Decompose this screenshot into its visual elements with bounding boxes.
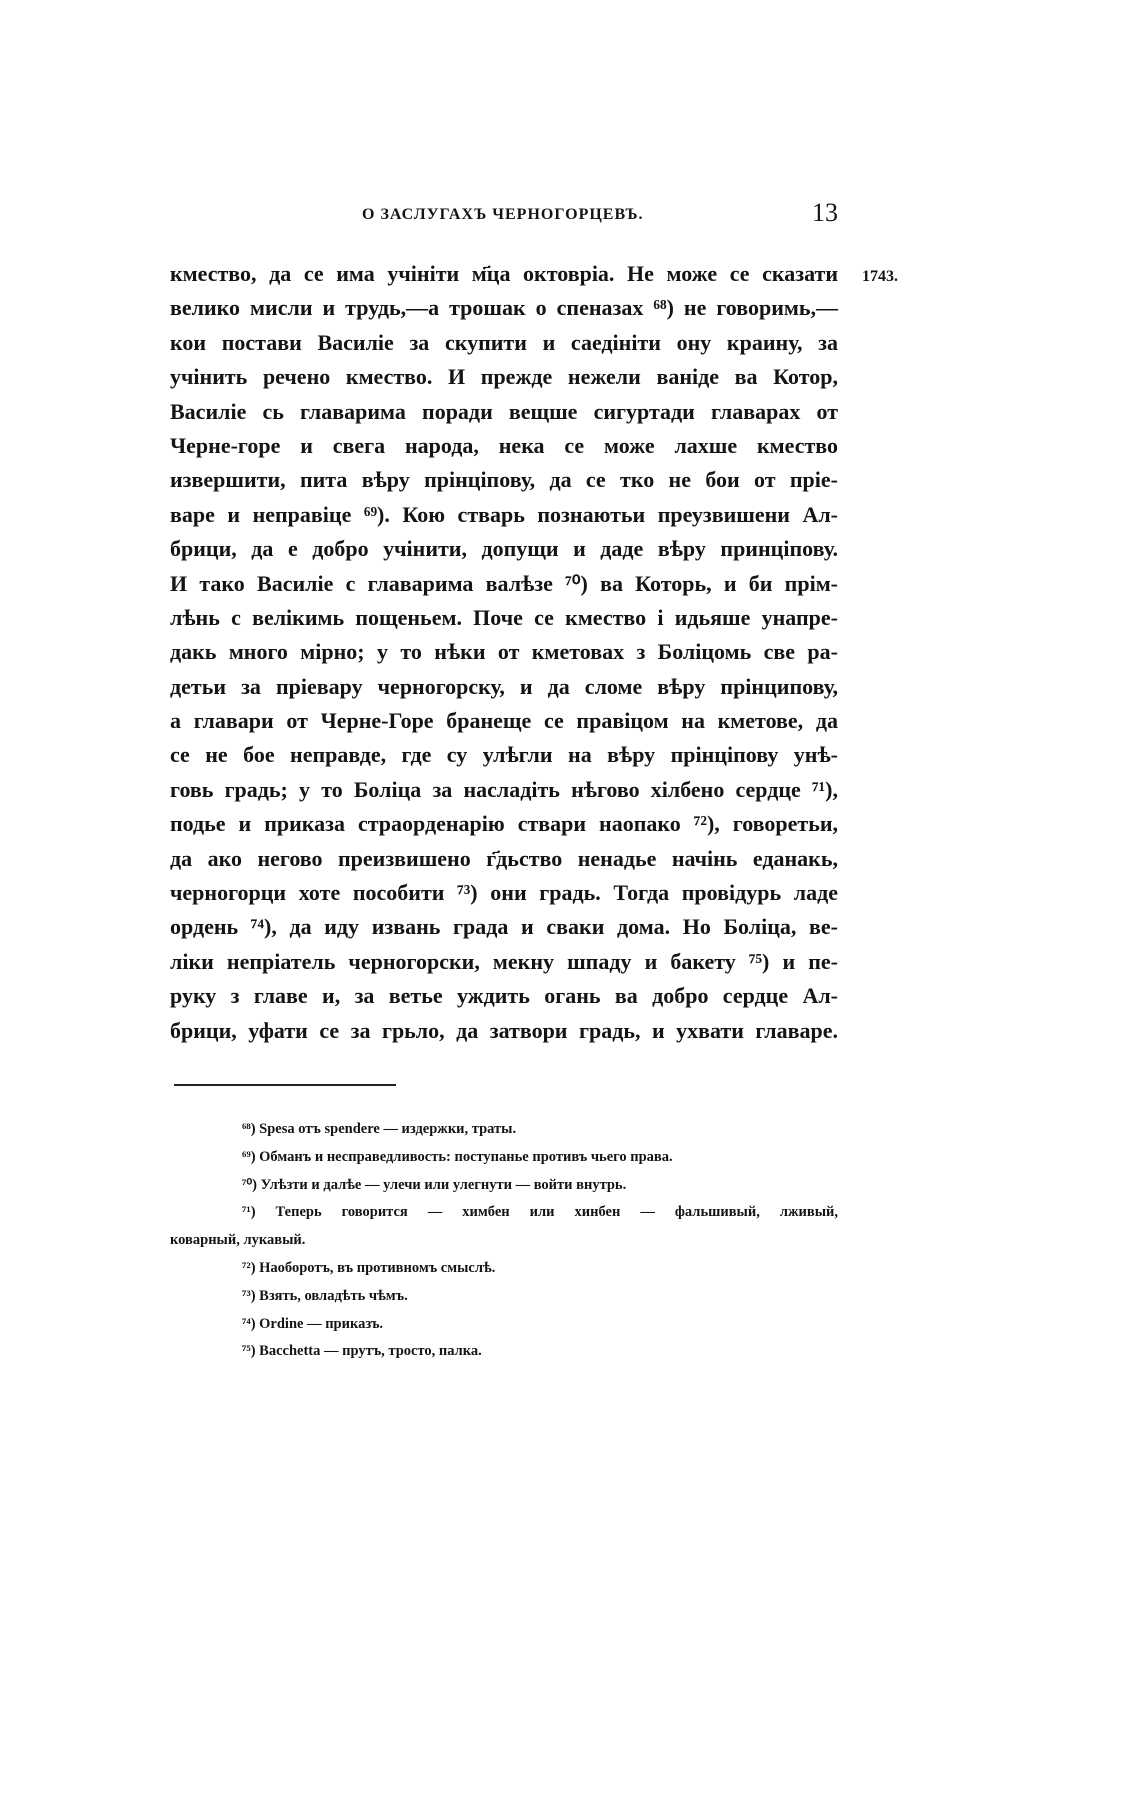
text-line: И тако Василіе с главарима валѣзе ⁷⁰) ва Которь, и би прім- [170,570,838,596]
text-line: детьи за пріевару черногорску, и да сломе вѣру прінципову, [170,673,838,699]
footnote-separator [174,1084,396,1086]
text-line: черногорци хоте пособити ⁷³) они градь. Тогда провідурь ладе [170,880,838,906]
text-line: Василіе сь главарима поради вещше сигуртади главарах от [170,398,838,424]
text-line: брици, да е добро учінити, допущи и даде вѣру принціпову. [170,536,838,562]
text-line: брици, уфати се за грьло, да затвори градь, и ухвати главаре. [170,1017,838,1043]
text-line: лѣнь с велікимь пощеньем. Поче се кмество і идьяше унапре- [170,604,838,630]
footnotes [170,1116,838,1366]
text-line: да ако негово преизвишено г҃дьство ненадье начінь еданакь, [170,845,838,871]
text-line: велико мисли и трудь,—а трошак о спеназах ⁶⁸) не говоримь,— [170,295,838,321]
footnote-continuation: коварный, лукавый. [170,1232,306,1249]
text-line: Черне-горе и свега народа, нека се може лахше кмество [170,432,838,458]
text-line: варе и неправіце ⁶⁹). Кою стварь познаютьи преузвишени Ал- [170,501,838,527]
text-line: руку з главе и, за ветье уждить огань ва добро сердце Ал- [170,983,838,1009]
text-line: извершити, пита вѣру прінціпову, да се тко не бои от пріе- [170,467,838,493]
footnote: ⁷⁴) Ordine — приказъ. [242,1315,384,1332]
text-line: кои постави Василіе за скупити и саедініти ону краину, за [170,329,838,355]
margin-year-note: 1743. [862,268,898,285]
text-line: говь градь; у то Боліца за насладіть нѣгово хілбено сердце ⁷¹), [170,776,838,802]
footnote: ⁷³) Взять, овладѣть чѣмъ. [242,1287,408,1304]
text-line: ліки непрiатель черногорски, мекну шпаду и бакету ⁷⁵) и пе- [170,948,838,974]
footnote: ⁶⁸) Spesa отъ spendere — издержки, траты. [242,1121,517,1137]
text-line: ордень ⁷⁴), да иду извань града и сваки дома. Но Боліца, ве- [170,914,838,940]
footnote: ⁷²) Наоборотъ, въ противномъ смыслѣ. [242,1259,496,1276]
footnote: ⁷⁵) Bacchetta — прутъ, тросто, палка. [242,1343,482,1360]
main-text [170,257,838,1048]
running-head: О ЗАСЛУГАХЪ ЧЕРНОГОРЦЕВЪ. [362,206,644,223]
footnote: ⁷⁰) Улѣзти и далѣе — улечи или улегнути — войти внутрь. [242,1176,627,1193]
text-line: кмество, да се има учініти м҃ца октовріа. Не може се сказати [170,261,838,286]
footnote: ⁷¹) Теперь говорится — химбен или хинбен — фальшивый, лживый, [242,1204,838,1221]
text-line: а главари от Черне-Горе бранеще се правіцом на кметове, да [170,708,838,734]
text-line: учінить речено кмество. И прежде нежели ваніде ва Котор, [170,364,838,390]
page-number: 13 [812,198,838,227]
text-line: дакь много мірно; у то нѣки от кметовах з Боліцомь све ра- [170,639,838,665]
text-line: се не бое неправде, где су улѣгли на вѣру прінціпову унѣ- [170,742,838,768]
text-line: подье и приказа страорденарію ствари наопако ⁷²), говоретьи, [170,811,838,837]
footnote: ⁶⁹) Обманъ и несправедливость: поступанье противъ чьего права. [242,1148,673,1165]
